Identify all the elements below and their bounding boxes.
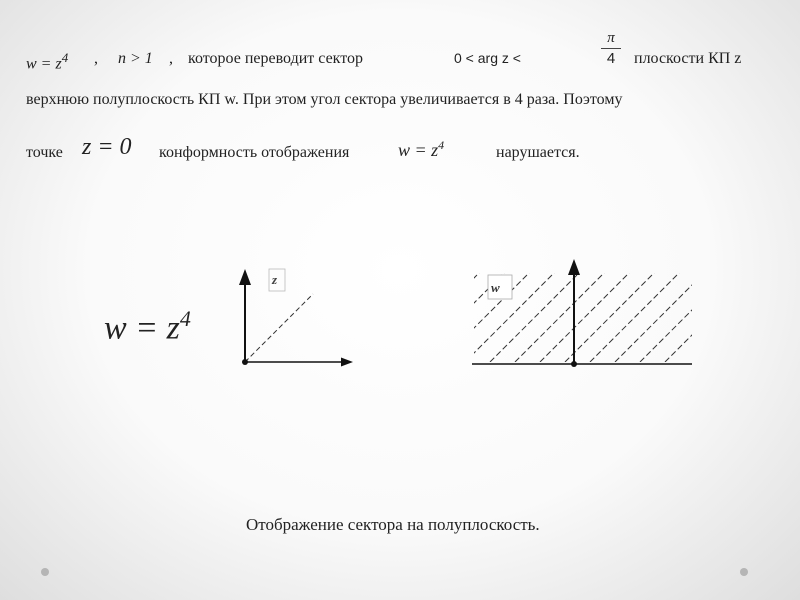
line1-text-2: плоскости КП z bbox=[634, 50, 742, 67]
text-line-2: верхнюю полуплоскость КП w. При этом угол сектора увеличивается в 4 раза. Поэтому bbox=[26, 91, 623, 108]
formula-w-equals-z4-inline: $w = z^4$ bbox=[398, 138, 445, 160]
figure-caption: Отображение сектора на полуплоскость. bbox=[246, 515, 540, 534]
fraction-denominator: 4 bbox=[606, 50, 616, 67]
comma: , bbox=[169, 50, 173, 67]
formula-z-equals-0: z = 0 bbox=[82, 134, 132, 160]
fraction-pi-over-4 bbox=[601, 30, 621, 67]
inequality-arg-z: 0 < arg z < bbox=[454, 50, 521, 66]
formula-w-equals-z4: $w = z^4$ bbox=[26, 50, 69, 73]
half-plane-hatching bbox=[390, 272, 755, 362]
fraction-numerator: π bbox=[607, 30, 615, 46]
word-tochke: точке bbox=[26, 144, 63, 161]
origin-point bbox=[571, 361, 577, 367]
comma: , bbox=[94, 50, 98, 67]
w-plane-diagram bbox=[470, 265, 695, 375]
line3-text: конформность отображения bbox=[159, 144, 350, 161]
sector-boundary-ray bbox=[245, 294, 313, 362]
z-label: z bbox=[272, 272, 278, 287]
corner-dot-bottom-right bbox=[740, 568, 748, 576]
z-plane-diagram bbox=[235, 265, 355, 375]
w-label: w bbox=[491, 280, 500, 295]
fraction-bar bbox=[601, 48, 621, 49]
origin-point bbox=[242, 359, 248, 365]
corner-dot-bottom-left bbox=[41, 568, 49, 576]
formula-n-greater-1: n > 1 bbox=[118, 50, 153, 67]
mapping-formula: $w = z^4$ bbox=[104, 306, 191, 347]
line1-text: которое переводит сектор bbox=[188, 50, 364, 67]
line3-text-2: нарушается. bbox=[496, 144, 580, 161]
